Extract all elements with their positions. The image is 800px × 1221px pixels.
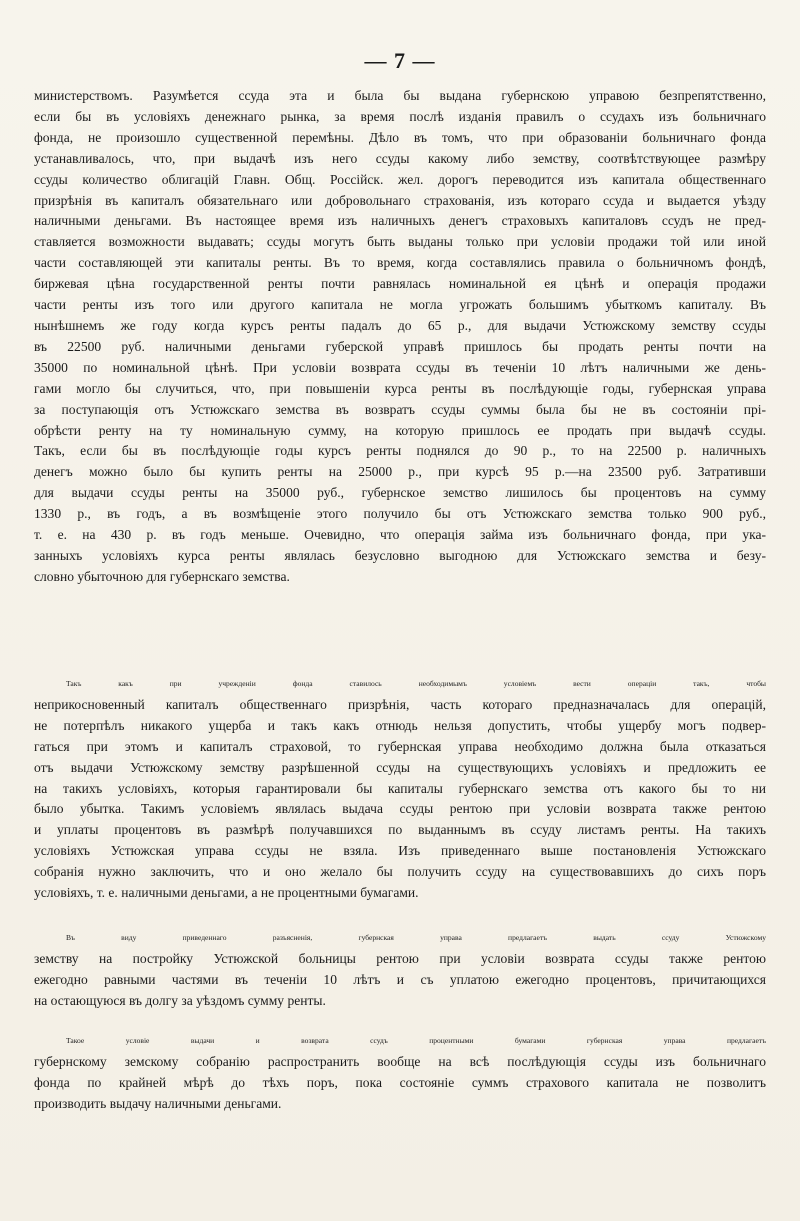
text-line: на такихъ условіяхъ, которыя гарантировали бы капиталы губернскаго земства отъ какого бы то ни <box>34 780 766 796</box>
text-line: фонда, не произошло существенной перемѣны. Дѣло въ томъ, что при образованіи больничнаго фонда <box>34 129 766 145</box>
text-line: за поступающія отъ Устюжскаго земства въ возвратъ ссуды суммы была бы не въ состояніи прі- <box>34 401 766 417</box>
text-line: части составляющей эти капиталы ренты. Въ то время, когда составлялись правила о больничномъ фондѣ, <box>34 255 766 271</box>
text-line: гами могло бы случиться, что, при повышеніи курса ренты въ послѣдующіе годы, губернская управа <box>34 380 766 396</box>
text-line: призрѣнія въ капиталъ обязательнаго или добровольнаго страхованія, изъ котораго ссуда и выдается уѣзду <box>34 192 766 208</box>
text-line: Въ виду приведеннаго разъясненія, губернская управа предлагаетъ выдать ссуду Устюжскому <box>66 933 766 942</box>
text-line: т. е. на 430 р. въ годъ меньше. Очевидно, что операція займа изъ больничнаго фонда, при ука- <box>34 527 766 543</box>
text-line: Такъ, если бы въ послѣдующіе годы курсъ ренты поднялся до 90 р., то на 22500 р. наличныхъ <box>34 443 766 459</box>
text-line: устанавливалось, что, при выдачѣ изъ него ссуды какому либо земству, соотвѣтствующее размѣру <box>34 150 766 166</box>
text-line: фонда по крайней мѣрѣ до тѣхъ поръ, пока состояніе суммъ страхового капитала не позволитъ <box>34 1074 766 1090</box>
text-line: биржевая цѣна государственной ренты почти равнялась номинальной ея цѣнѣ и операція продажи <box>34 276 766 292</box>
text-line: занныхъ условіяхъ курса ренты являлась безусловно выгодною для Устюжскаго земства и безу- <box>34 547 766 563</box>
text-line: ежегодно равными частями въ теченіи 10 лѣтъ и съ уплатою ежегодно процентовъ, причитающихся <box>34 971 766 987</box>
text-line: если бы въ условіяхъ денежнаго рынка, за время послѣ изданія правилъ о ссудахъ изъ больничнаго <box>34 108 766 124</box>
text-line: производить выдачу наличными деньгами. <box>34 1095 282 1111</box>
paragraph-3 <box>34 928 766 1012</box>
text-line: обрѣсти ренту на ту номинальную сумму, на которую пришлось ее продать при выдачѣ ссуды. <box>34 422 766 438</box>
text-line: 35000 по номинальной цѣнѣ. При условіи возврата ссуды въ теченіи 10 лѣтъ наличными же день- <box>34 359 766 375</box>
text-line: гаться при этомъ и капиталъ страховой, то губернская управа необходимо должна была отказаться <box>34 738 766 754</box>
paragraph-4 <box>34 1031 766 1115</box>
text-line: словно убыточною для губернскаго земства. <box>34 568 290 584</box>
text-line: не потерпѣлъ никакого ущерба и такъ какъ отнюдь нельзя допустить, чтобы ущербу могъ подвер- <box>34 717 766 733</box>
text-line: ставляется возможности выдавать; ссуды могутъ быть выданы только при условіи продажи той или иной <box>34 234 766 250</box>
text-line: на остающуюся въ долгу за уѣздомъ сумму ренты. <box>34 992 326 1008</box>
text-line: условіяхъ Устюжская управа ссуды не взяла. Изъ приведеннаго выше постановленія Устюжскаго <box>34 843 766 859</box>
text-line: денегъ можно было бы купить ренты на 25000 р., при курсѣ 95 р.—на 23500 руб. Затративши <box>34 464 766 480</box>
text-line: 1330 р., въ годъ, а въ возмѣщеніе этого получило бы отъ Устюжскаго земства только 900 руб., <box>34 506 766 522</box>
text-line: земству на постройку Устюжской больницы рентою при условіи возврата ссуды также рентою <box>34 950 766 966</box>
text-line: ссуды количество облигацій Главн. Общ. Россійск. жел. дорогъ переводится изъ капитала общественнаго <box>34 171 766 187</box>
text-line: Такое условіе выдачи и возврата ссудъ процентными бумагами губернская управа предлагаетъ <box>66 1036 766 1045</box>
text-line: Такъ какъ при учрежденіи фонда ставилось необходимымъ условіемъ вести операціи такъ, чтобы <box>66 679 766 688</box>
text-line: наличными деньгами. Въ настоящее время изъ наличныхъ денегъ страховыхъ капиталовъ ссудъ не пред- <box>34 213 766 229</box>
text-line: министерствомъ. Разумѣется ссуда эта и была бы выдана губернскою управою безпрепятственно, <box>34 88 766 103</box>
text-line: собранія нужно заключить, что и оно желало бы получить ссуду на существовавшихъ до сихъ поръ <box>34 864 766 880</box>
text-line: для выдачи ссуды ренты на 35000 руб., губернское земство лишилось бы процентовъ на сумму <box>34 485 766 501</box>
text-line: губернскому земскому собранію распространить вообще на всѣ послѣдующія ссуды изъ больничнаго <box>34 1053 766 1069</box>
text-line: и уплаты процентовъ въ размѣрѣ получавшихся по выданнымъ въ ссуду листамъ ренты. На такихъ <box>34 822 766 838</box>
text-line: въ 22500 руб. наличными деньгами губерской управѣ пришлось бы продать ренты почти на <box>34 338 766 354</box>
text-line: было убытка. Такимъ условіемъ являлась выдача ссуды рентою при условіи возврата также рентою <box>34 801 766 817</box>
text-line: нынѣшнемъ же году когда курсъ ренты падалъ до 65 р., для выдачи Устюжскому земству ссуды <box>34 317 766 333</box>
text-line: отъ выдачи Устюжскому земству разрѣшенной ссуды на существующихъ условіяхъ и предложить ее <box>34 759 766 775</box>
paragraph-1 <box>34 86 766 588</box>
page-number: — 7 — <box>364 48 436 73</box>
text-line: части ренты изъ того или другого капитала не могла угрожать большимъ убыткомъ капиталу. Въ <box>34 297 766 313</box>
text-line: условіяхъ, т. е. наличными деньгами, а не процентными бумагами. <box>34 885 419 901</box>
paragraph-2 <box>34 674 766 904</box>
text-line: неприкосновенный капиталъ общественнаго призрѣнія, часть котораго предназначалась для операцій, <box>34 696 766 712</box>
